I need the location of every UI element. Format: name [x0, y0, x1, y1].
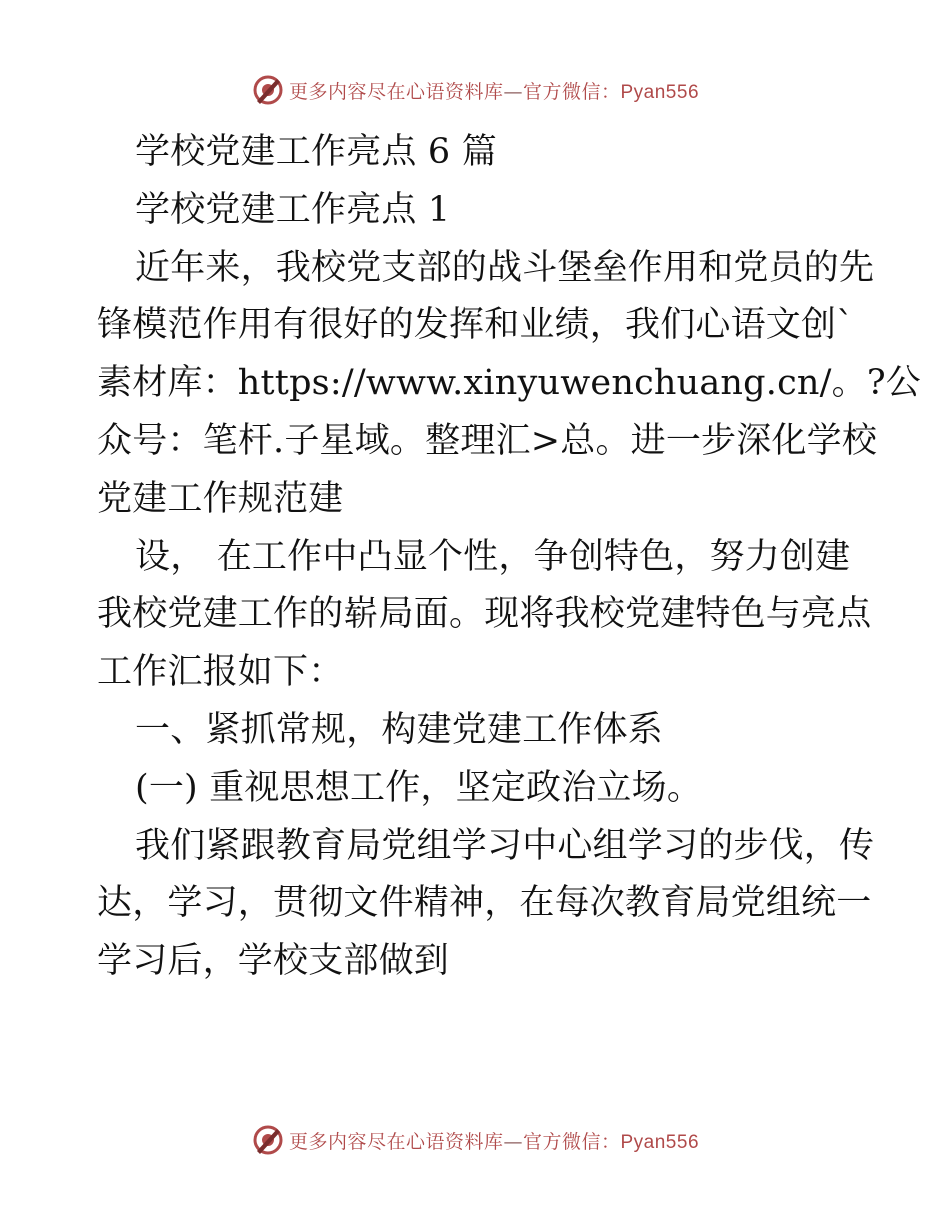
text-line: 学校党建工作亮点 1: [135, 189, 451, 230]
watermark-text: 更多内容尽在心语资料库—官方微信：Pyan556: [288, 1130, 700, 1153]
text-line: 近年来，我校党支部的战斗堡垒作用和党员的先: [135, 247, 875, 288]
text-line: 我校党建工作的崭局面。现将我校党建特色与亮点: [97, 594, 872, 635]
text-line: 素材库：https://www.xinyuwenchuang.cn/。?公: [97, 363, 921, 404]
text-line: 我们紧跟教育局党组学习中心组学习的步伐，传: [135, 825, 875, 866]
document-body: [97, 124, 921, 991]
text-line: (一) 重视思想工作，坚定政治立场。: [135, 767, 703, 808]
text-line: 众号：笔杆.子星域。整理汇>总。进一步深化学校: [97, 420, 878, 461]
text-line: 党建工作规范建: [97, 478, 344, 519]
text-line: 锋模范作用有很好的发挥和业绩，我们心语文创`: [97, 305, 854, 346]
pen-logo-icon: [251, 1123, 285, 1157]
text-line: 达，学习，贯彻文件精神，在每次教育局党组统一: [97, 883, 872, 924]
pen-logo-icon: [251, 73, 285, 107]
watermark-text: 更多内容尽在心语资料库—官方微信：Pyan556: [288, 80, 700, 103]
text-line: 学习后，学校支部做到: [97, 941, 450, 982]
footer-watermark: [0, 1120, 950, 1160]
text-line: 设， 在工作中凸显个性，争创特色，努力创建: [135, 536, 851, 577]
text-line: 学校党建工作亮点 6 篇: [135, 132, 497, 172]
text-line: 工作汇报如下：: [97, 652, 344, 693]
header-watermark: [0, 70, 950, 110]
text-line: 一、紧抓常规，构建党建工作体系: [135, 709, 664, 750]
